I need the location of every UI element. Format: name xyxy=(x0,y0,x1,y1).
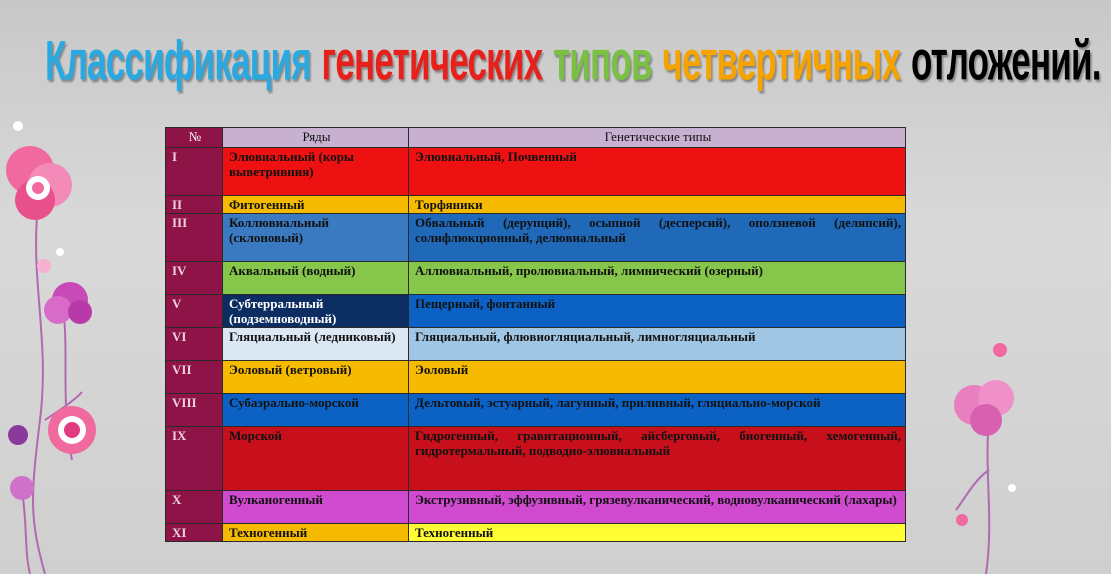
row-series: Морской xyxy=(223,427,409,491)
row-genetic-types: Обвальный (дерупций), осыпной (десперсий), оползневой (деляпсий), солифлюкционный, делювиальный xyxy=(409,214,906,262)
row-number: IX xyxy=(166,427,223,491)
row-genetic-types: Торфяники xyxy=(409,196,906,214)
table-row xyxy=(166,196,906,214)
purple-small-flower-icon xyxy=(8,259,51,500)
table-row xyxy=(166,524,906,542)
row-number: VII xyxy=(166,361,223,394)
row-number: IV xyxy=(166,262,223,295)
row-series: Вулканогенный xyxy=(223,491,409,524)
classification-table xyxy=(165,127,906,542)
title-word-3: типов xyxy=(552,29,652,92)
row-series: Гляциальный (ледниковый) xyxy=(223,328,409,361)
row-genetic-types: Экструзивный, эффузивный, грязевулканический, водновулканический (лахары) xyxy=(409,491,906,524)
row-series: Аквальный (водный) xyxy=(223,262,409,295)
row-series: Эоловый (ветровый) xyxy=(223,361,409,394)
table-row xyxy=(166,295,906,328)
slide-title xyxy=(45,28,1101,124)
row-number: XI xyxy=(166,524,223,542)
table-header-row xyxy=(166,128,906,148)
table-row xyxy=(166,361,906,394)
row-genetic-types: Элювиальный, Почвенный xyxy=(409,148,906,196)
ring-flower-icon xyxy=(48,406,96,454)
row-genetic-types: Пещерный, фонтанный xyxy=(409,295,906,328)
row-genetic-types: Эоловый xyxy=(409,361,906,394)
left-flowers-decoration xyxy=(0,0,120,574)
row-genetic-types: Техногенный xyxy=(409,524,906,542)
row-series: Коллювиальный (склоновый) xyxy=(223,214,409,262)
row-series: Субтерральный (подземноводный) xyxy=(223,295,409,328)
row-number: V xyxy=(166,295,223,328)
row-series: Субаэрально-морской xyxy=(223,394,409,427)
header-num: № xyxy=(166,128,223,148)
row-series: Фитогенный xyxy=(223,196,409,214)
row-number: III xyxy=(166,214,223,262)
row-genetic-types: Гидрогенный, гравитационный, айсберговый, биогенный, хемогенный, гидротермальный, подводно-элювиальный xyxy=(409,427,906,491)
title-word-2: генетических xyxy=(321,29,543,92)
row-series: Элювиальный (коры выветривния) xyxy=(223,148,409,196)
table-row xyxy=(166,427,906,491)
title-word-5: отложений. xyxy=(910,29,1101,92)
table-row xyxy=(166,262,906,295)
white-dot-icon xyxy=(13,121,23,131)
row-genetic-types: Дельтовый, эстуарный, лагунный, приливный, гляциально-морской xyxy=(409,394,906,427)
header-types: Генетические типы xyxy=(409,128,906,148)
table-row xyxy=(166,394,906,427)
row-number: VI xyxy=(166,328,223,361)
row-number: X xyxy=(166,491,223,524)
row-series: Техногенный xyxy=(223,524,409,542)
title-word-4: четвертичных xyxy=(662,29,901,92)
table-row xyxy=(166,491,906,524)
row-genetic-types: Гляциальный, флювиогляциальный, лимногляциальный xyxy=(409,328,906,361)
header-series: Ряды xyxy=(223,128,409,148)
row-genetic-types: Аллювиальный, пролювиальный, лимнический (озерный) xyxy=(409,262,906,295)
row-number: I xyxy=(166,148,223,196)
table-row xyxy=(166,214,906,262)
row-number: VIII xyxy=(166,394,223,427)
magenta-flower-icon xyxy=(44,282,92,324)
pink-dot-icon xyxy=(993,343,1007,357)
row-number: II xyxy=(166,196,223,214)
table-row xyxy=(166,328,906,361)
pink-flower-right-icon xyxy=(954,380,1014,436)
pink-flower-icon xyxy=(6,146,72,220)
title-word-1: Классификация xyxy=(45,29,311,92)
table-row xyxy=(166,148,906,196)
right-flowers-decoration xyxy=(914,0,1024,574)
